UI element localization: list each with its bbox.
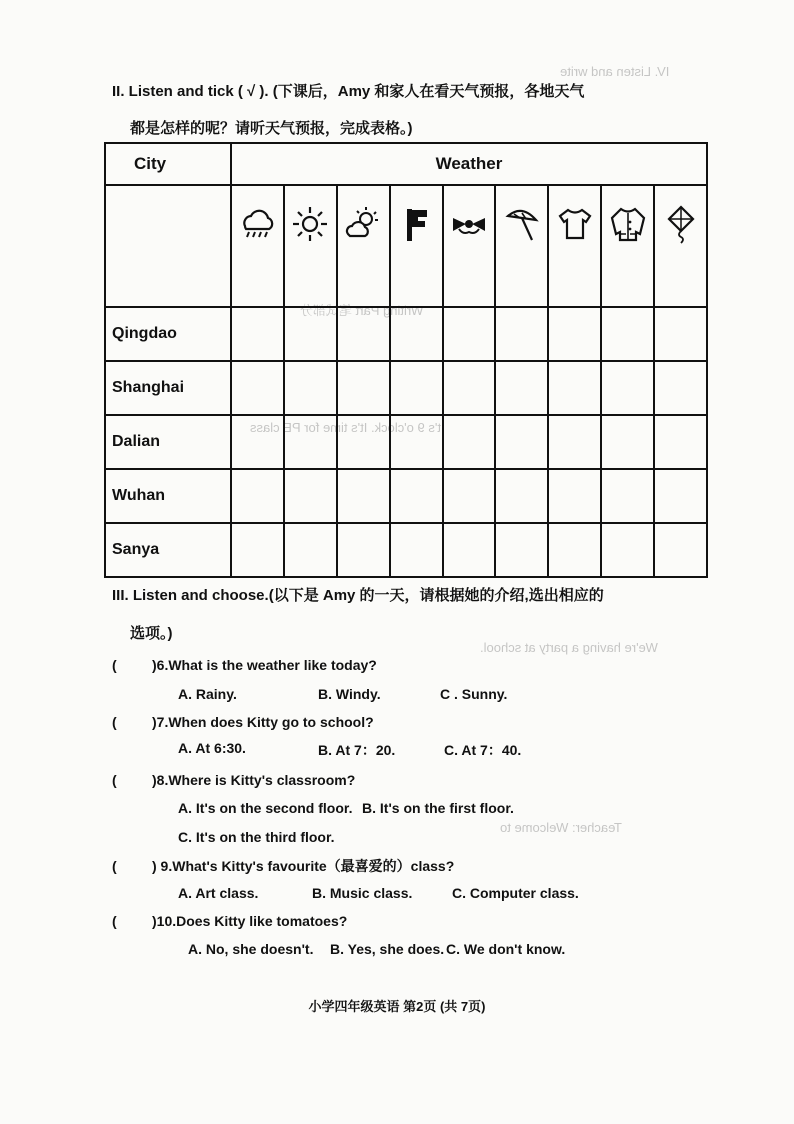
tick-cell[interactable] <box>231 361 284 415</box>
tick-cell[interactable] <box>654 307 707 361</box>
city-shanghai: Shanghai <box>105 361 231 415</box>
question-text: )8.Where is Kitty's classroom? <box>152 772 356 788</box>
tick-cell[interactable] <box>654 361 707 415</box>
answer-blank[interactable]: ( <box>112 657 117 673</box>
tick-cell[interactable] <box>284 307 337 361</box>
tick-cell[interactable] <box>495 523 548 577</box>
answer-blank[interactable]: ( <box>112 913 117 929</box>
tick-cell[interactable] <box>443 307 496 361</box>
question-text: )6.What is the weather like today? <box>152 657 377 673</box>
question-text: ) 9.What's Kitty's favourite（最喜爱的）class? <box>152 858 455 874</box>
tick-cell[interactable] <box>337 415 390 469</box>
sun-icon <box>284 185 337 307</box>
tick-cell[interactable] <box>443 523 496 577</box>
section-2-title-line2: 都是怎样的呢？请听天气预报，完成表格。) <box>130 120 413 137</box>
option-c[interactable]: C. We don't know. <box>446 941 566 957</box>
tick-cell[interactable] <box>548 307 601 361</box>
option-a[interactable]: A. Rainy. <box>178 686 237 702</box>
question-7 <box>112 714 374 730</box>
umbrella-icon <box>495 185 548 307</box>
tick-cell[interactable] <box>337 361 390 415</box>
question-text: )10.Does Kitty like tomatoes? <box>152 913 348 929</box>
option-c[interactable]: C. It's on the third floor. <box>178 829 335 845</box>
option-b[interactable]: B. Yes, she does. <box>330 941 445 957</box>
tick-cell[interactable] <box>390 523 443 577</box>
answer-blank[interactable]: ( <box>112 714 117 730</box>
tick-cell[interactable] <box>284 415 337 469</box>
tick-cell[interactable] <box>337 307 390 361</box>
flag-wind-icon <box>390 185 443 307</box>
city-wuhan: Wuhan <box>105 469 231 523</box>
question-8 <box>112 772 355 788</box>
option-a[interactable]: A. No, she doesn't. <box>188 941 314 957</box>
city-dalian: Dalian <box>105 415 231 469</box>
tick-cell[interactable] <box>390 415 443 469</box>
option-a[interactable]: A. At 6:30. <box>178 740 246 756</box>
answer-blank[interactable]: ( <box>112 858 117 874</box>
tick-cell[interactable] <box>654 415 707 469</box>
bleed-through-text: IV. Listen and write <box>560 64 670 79</box>
tick-cell[interactable] <box>390 361 443 415</box>
bleed-through-text: Teacher: Welcome to <box>500 820 622 835</box>
option-b[interactable]: B. Music class. <box>312 885 413 901</box>
tick-cell[interactable] <box>654 469 707 523</box>
tick-cell[interactable] <box>495 415 548 469</box>
tick-cell[interactable] <box>601 415 654 469</box>
option-c[interactable]: C. At 7：40. <box>444 742 522 758</box>
option-b[interactable]: B. At 7：20. <box>318 742 396 758</box>
tick-cell[interactable] <box>601 523 654 577</box>
tick-cell[interactable] <box>654 523 707 577</box>
city-qingdao: Qingdao <box>105 307 231 361</box>
page-footer: 小学四年级英语 第2页 (共 7页) <box>308 999 486 1014</box>
bow-icon <box>443 185 496 307</box>
question-6 <box>112 657 377 673</box>
tick-cell[interactable] <box>390 469 443 523</box>
tick-cell[interactable] <box>231 523 284 577</box>
tick-cell[interactable] <box>337 469 390 523</box>
option-b[interactable]: B. It's on the first floor. <box>362 800 514 816</box>
city-header: City <box>105 143 231 185</box>
answer-blank[interactable]: ( <box>112 772 117 788</box>
tick-cell[interactable] <box>495 361 548 415</box>
option-a[interactable]: A. Art class. <box>178 885 259 901</box>
rainy-cloud-icon <box>231 185 284 307</box>
bleed-through-text: We're having a party at school. <box>480 640 658 655</box>
tick-cell[interactable] <box>231 307 284 361</box>
tick-cell[interactable] <box>284 469 337 523</box>
tick-cell[interactable] <box>337 523 390 577</box>
tick-cell[interactable] <box>548 523 601 577</box>
tick-cell[interactable] <box>601 361 654 415</box>
bleed-through-text: It's 9 o'clock. It's time for PE class <box>250 420 445 435</box>
tshirt-icon <box>548 185 601 307</box>
sweater-icon <box>601 185 654 307</box>
tick-cell[interactable] <box>443 469 496 523</box>
option-a[interactable]: A. It's on the second floor. <box>178 800 353 816</box>
tick-cell[interactable] <box>548 415 601 469</box>
weather-table <box>104 142 708 578</box>
tick-cell[interactable] <box>548 361 601 415</box>
tick-cell[interactable] <box>601 307 654 361</box>
tick-cell[interactable] <box>284 361 337 415</box>
tick-cell[interactable] <box>601 469 654 523</box>
tick-cell[interactable] <box>495 307 548 361</box>
tick-cell[interactable] <box>548 469 601 523</box>
weather-header: Weather <box>231 143 707 185</box>
option-c[interactable]: C . Sunny. <box>440 686 508 702</box>
tick-cell[interactable] <box>284 523 337 577</box>
empty-corner-cell <box>105 185 231 307</box>
kite-icon <box>654 185 707 307</box>
tick-cell[interactable] <box>231 415 284 469</box>
question-10 <box>112 913 347 929</box>
option-b[interactable]: B. Windy. <box>318 686 381 702</box>
tick-cell[interactable] <box>443 361 496 415</box>
city-sanya: Sanya <box>105 523 231 577</box>
tick-cell[interactable] <box>495 469 548 523</box>
bleed-through-text: Writing Part 笔试部分 <box>300 303 424 318</box>
section-3-title: III. Listen and choose.(以下是 Amy 的一天，请根据她的介绍,选出相应的 <box>112 587 604 604</box>
option-c[interactable]: C. Computer class. <box>452 885 579 901</box>
question-9 <box>112 856 454 876</box>
section-3-title-line2: 选项。) <box>130 625 173 642</box>
tick-cell[interactable] <box>231 469 284 523</box>
question-text: )7.When does Kitty go to school? <box>152 714 374 730</box>
section-2-title: II. Listen and tick ( √ ). (下课后，Amy 和家人在看天气预报，各地天气 <box>112 83 585 100</box>
tick-cell[interactable] <box>443 415 496 469</box>
tick-cell[interactable] <box>390 307 443 361</box>
sun-cloud-icon <box>337 185 390 307</box>
